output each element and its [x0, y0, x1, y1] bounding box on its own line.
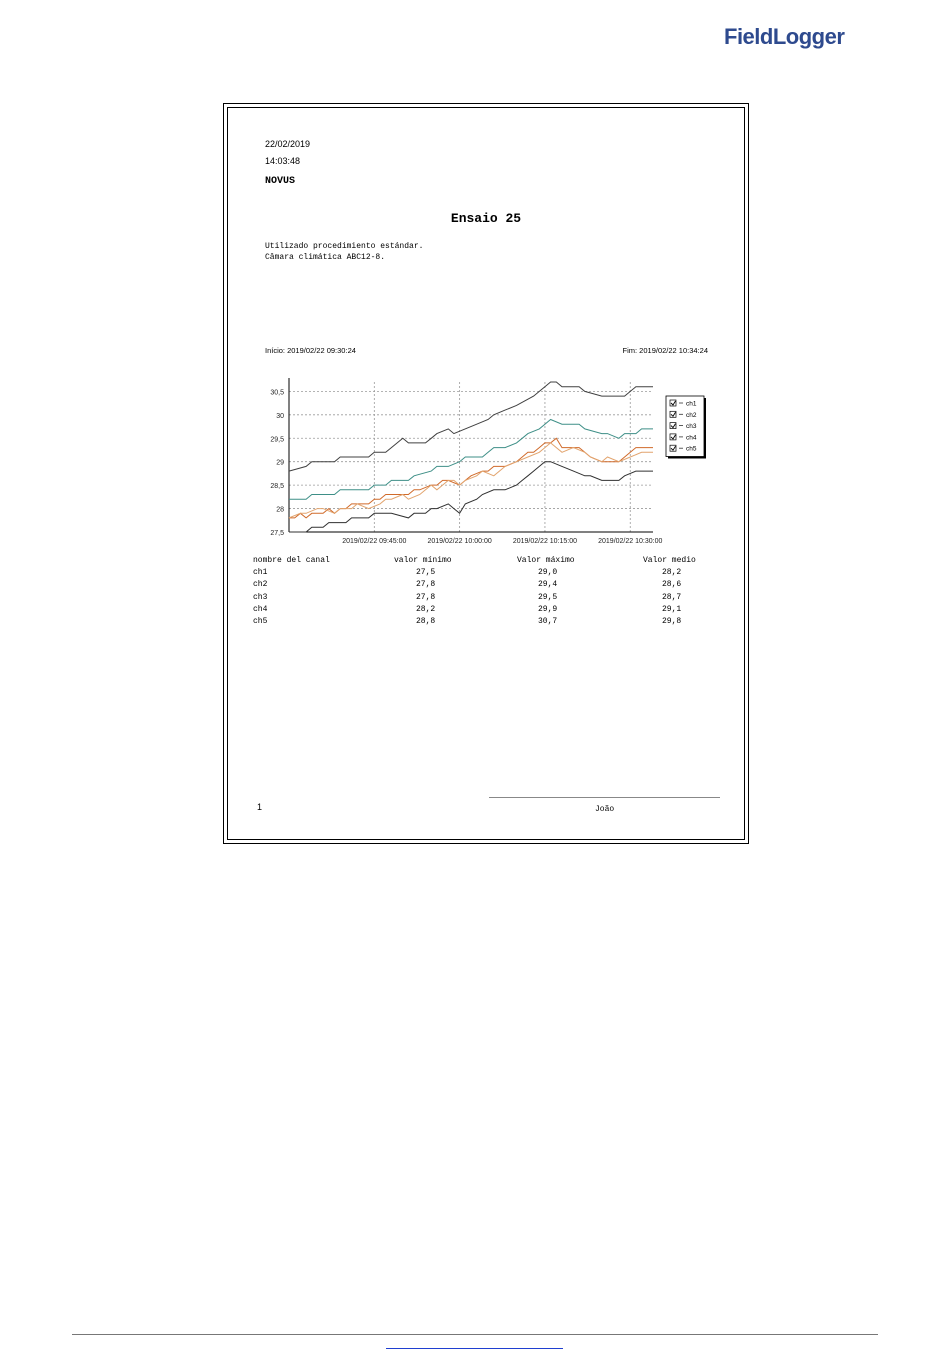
- series-line-ch1: [289, 462, 653, 532]
- table-cell-value: 29,9: [538, 604, 558, 614]
- table-cell-value: 28,2: [662, 568, 682, 577]
- table-cell-channel: ch5: [253, 617, 268, 627]
- legend-label: ch4: [686, 434, 697, 442]
- x-tick-label: 2019/02/22 10:00:00: [427, 538, 492, 545]
- svg-text:FieldLogger: FieldLogger: [724, 25, 845, 49]
- series-line-ch2: [289, 443, 653, 518]
- report-note: Utilizado procedimiento estándar.: [265, 242, 424, 251]
- page-number: 1: [257, 802, 263, 812]
- x-tick-label: 2019/02/22 09:45:00: [342, 538, 407, 545]
- table-cell-channel: ch3: [253, 592, 268, 602]
- table-header-min: valor mínimo: [394, 556, 452, 565]
- table-cell-value: 28,6: [662, 580, 682, 590]
- footer-link-underline[interactable]: [386, 1348, 563, 1349]
- table-cell-value: 28,8: [416, 617, 436, 627]
- footer-divider: [72, 1334, 878, 1335]
- fieldlogger-logo: [724, 25, 876, 51]
- report-page: [223, 103, 749, 844]
- signature-line: [489, 797, 720, 798]
- y-tick-label: 28,5: [270, 483, 284, 491]
- x-tick-label: 2019/02/22 10:30:00: [598, 538, 663, 545]
- report-title: Ensaio 25: [450, 211, 522, 226]
- start-label: Início: 2019/02/22 09:30:24: [265, 346, 356, 355]
- end-label: Fim: 2019/02/22 10:34:24: [622, 346, 708, 355]
- y-tick-label: 29: [276, 459, 284, 467]
- legend-label: ch2: [686, 411, 697, 419]
- table-cell-value: 29,5: [538, 592, 558, 602]
- report-time: 14:03:48: [265, 156, 301, 166]
- table-cell-value: 29,0: [538, 568, 558, 577]
- table-header-channel: nombre del canal: [253, 556, 330, 565]
- y-tick-label: 30,5: [270, 389, 284, 397]
- series-line-ch5: [289, 382, 653, 471]
- y-tick-label: 30: [276, 412, 284, 420]
- table-cell-value: 30,7: [538, 617, 558, 627]
- series-line-ch4: [289, 420, 653, 500]
- company-name: NOVUS: [265, 176, 296, 187]
- table-cell-value: 27,8: [416, 592, 436, 602]
- table-cell-value: 29,4: [538, 580, 558, 590]
- table-cell-channel: ch4: [253, 604, 268, 614]
- table-cell-value: 29,1: [662, 604, 682, 614]
- y-tick-label: 28: [276, 506, 284, 514]
- table-cell-value: 27,5: [416, 568, 436, 577]
- temperature-chart: [224, 104, 748, 554]
- table-cell-channel: ch2: [253, 580, 268, 590]
- table-cell-channel: ch1: [253, 568, 268, 577]
- y-tick-label: 29,5: [270, 436, 284, 444]
- y-tick-label: 27,5: [270, 530, 284, 537]
- report-note: Câmara climática ABC12-8.: [265, 253, 386, 262]
- signature-name: João: [595, 805, 615, 814]
- table-header-mean: Valor medio: [643, 556, 696, 565]
- table-cell-value: 29,8: [662, 617, 682, 627]
- table-cell-value: 28,7: [662, 592, 682, 602]
- legend-label: ch3: [686, 423, 697, 431]
- x-tick-label: 2019/02/22 10:15:00: [512, 538, 578, 545]
- table-cell-value: 28,2: [416, 604, 436, 614]
- report-date: 22/02/2019: [265, 139, 311, 149]
- table-header-max: Valor máximo: [517, 556, 575, 565]
- legend-label: ch5: [686, 445, 697, 453]
- table-cell-value: 27,8: [416, 580, 436, 590]
- legend-label: ch1: [686, 400, 697, 408]
